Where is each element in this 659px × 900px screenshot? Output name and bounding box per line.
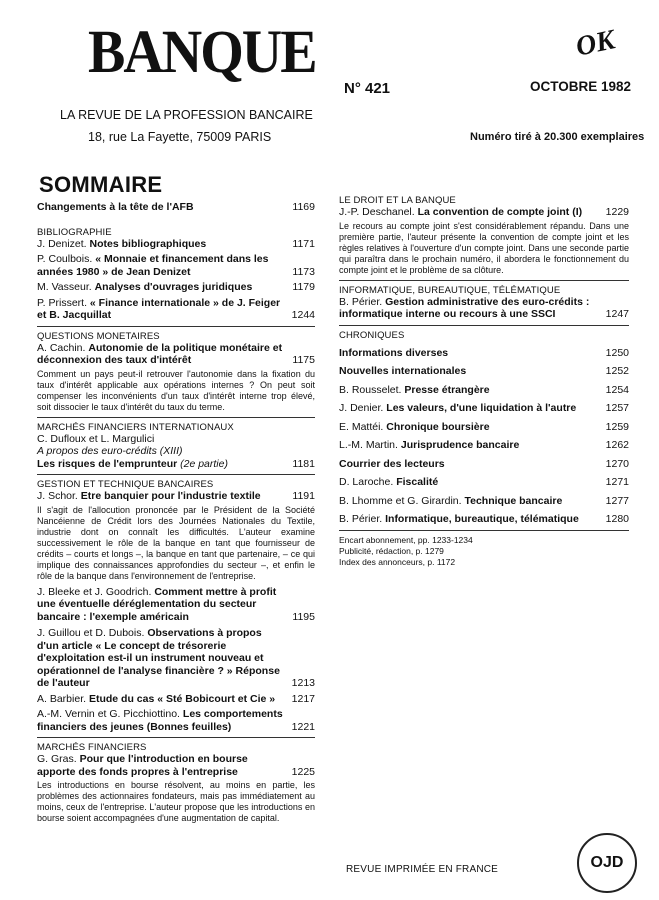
toc-entry[interactable] [37,253,315,278]
toc-entry[interactable] [37,281,315,294]
divider [37,474,315,475]
printed-in-france: REVUE IMPRIMÉE EN FRANCE [346,864,499,875]
page-number: 1221 [291,720,315,733]
entry-description: Les introductions en bourse résolvent, au moins en partie, les problèmes des actionnaires fondateurs, mais pas immédiatement au moins, ceux de l'entreprise. L'auteur propose que les introductions en bourse soient accompagnées d'une augmentation de capital. [37,780,315,823]
toc-entry[interactable] [37,693,315,706]
masthead: BANQUE [88,17,316,87]
page-number: 1181 [292,457,315,470]
toc-entry[interactable] [339,458,629,471]
toc-entry[interactable] [339,365,629,378]
page-number: 1262 [605,439,629,451]
section-heading: GESTION ET TECHNIQUE BANCAIRES [37,479,214,490]
address: 18, rue La Fayette, 75009 PARIS [88,130,272,144]
entry-author: J. Denier. [339,402,384,414]
issue-number: N° 421 [344,80,391,97]
section-heading: LE DROIT ET LA BANQUE [339,195,456,206]
entry-author: J. Denizet. [37,237,87,250]
entry-title: Fiscalité [396,476,439,488]
toc-entry[interactable] [37,458,315,471]
left-column [37,195,315,826]
divider [339,280,629,281]
page-number: 1250 [605,346,629,359]
toc-entry[interactable] [339,439,629,452]
toc-entry[interactable] [37,297,315,322]
page-number: 1247 [605,308,629,320]
page-number: 1244 [291,309,315,321]
entry-author: B. Périer. [339,295,383,308]
entry-title: Jurisprudence bancaire [400,439,520,451]
page-number: 1179 [292,281,315,293]
page-number: 1271 [605,476,629,488]
divider [339,325,629,326]
entry-author: J. Schor. [37,490,78,502]
page-number: 1217 [291,692,315,705]
page-number: 1252 [605,365,629,377]
toc-entry[interactable] [37,342,315,367]
divider [37,737,315,738]
page-number: 1277 [605,494,629,507]
page-number: 1171 [292,237,315,250]
entry-author: A. Barbier. [37,692,87,705]
ojd-logo: OJD [577,833,637,893]
toc-entry[interactable] [37,490,315,503]
entry-title: Courrier des lecteurs [339,457,445,470]
entry-title: Informations diverses [339,346,449,359]
toc-entry[interactable] [37,753,315,778]
toc-entry[interactable] [339,495,629,508]
entry-title: Les valeurs, d'une liquidation à l'autre [386,402,577,414]
entry-author: L.-M. Martin. [339,439,398,451]
toc-entry[interactable] [339,384,629,397]
entry-title: Technique bancaire [464,494,563,507]
entry-title: Analyses d'ouvrages juridiques [94,281,253,293]
section-heading: MARCHÉS FINANCIERS [37,742,147,753]
section-heading: BIBLIOGRAPHIE [37,226,112,238]
entry-title: Changements à la tête de l'AFB [37,201,194,213]
page-number: 1254 [605,383,629,396]
toc-entry[interactable] [37,238,315,251]
divider [339,530,629,531]
right-column [339,195,629,568]
entry-title: Informatique, bureautique, télématique [385,513,579,525]
page-number: 1225 [291,765,315,778]
entry-author: J. Guillou et D. Dubois. [37,627,145,639]
toc-entry[interactable] [37,201,315,214]
page-number: 1213 [291,677,315,689]
toc-entry[interactable] [339,402,629,415]
entry-description: Le recours au compte joint s'est considérablement répandu. Dans une première partie, l'auteur présente la convention de compte joint et les règles relatives à l'ouverture d'un compte joint. Dans une seconde partie qui paraîtra dans le prochain numéro, il abordera le fonctionnement du compte joint et le problème de sa clôture. [339,220,629,275]
toc-entry[interactable] [37,708,315,733]
toc-entry[interactable] [339,347,629,360]
entry-author: P. Coulbois. [37,253,93,265]
entry-author: G. Gras. [37,753,77,765]
entry-title: Gestion administrative des euro-crédits : informatique interne ou recours à une SSCI [339,295,590,320]
page-number: 1257 [605,402,629,414]
entry-title-note: (2e partie) [180,457,228,470]
entry-author: A. Cachin. [37,341,86,354]
entry-title: Les comportements financiers des jeunes (Bonnes feuilles) [37,708,283,733]
entry-author: E. Mattéi. [339,420,384,433]
entry-title: Observations à propos d'un article « Le concept de trésorerie d'exploitation est-il un instrument nouveau et opérationnel de l'analyse financière ? » Réponse de l'auteur [37,627,280,689]
entry-title: Presse étrangère [404,383,490,396]
toc-entry[interactable] [339,206,629,219]
toc-entry[interactable] [37,586,315,624]
page-title: SOMMAIRE [39,172,163,197]
entry-title: La convention de compte joint (I) [417,206,583,218]
entry-author: B. Rousselet. [339,383,402,396]
section-heading: CHRONIQUES [339,329,405,341]
page-number: 1195 [292,610,315,623]
chroniques-list [339,347,629,526]
page-number: 1280 [605,513,629,525]
entry-title: Pour que l'introduction en bourse apporte des fonds propres à l'entreprise [37,753,248,778]
toc-entry[interactable] [339,421,629,434]
entry-title: Comment mettre à profit une éventuelle déréglementation du secteur bancaire : l'exemple américain [37,585,277,623]
entry-title: Nouvelles internationales [339,365,467,377]
divider [37,326,315,327]
entry-title: Notes bibliographiques [89,237,207,250]
page-number: 1175 [292,354,315,366]
entry-author: B. Périer. [339,513,383,525]
entry-author: B. Lhomme et G. Girardin. [339,494,462,507]
divider [37,417,315,418]
entry-author: J.-P. Deschanel. [339,206,415,218]
entry-description: Comment un pays peut-il retrouver l'autonomie dans la fixation du taux d'intérêt applicable aux opérations internes ? On peut soit compenser les inconvénients d'un taux d'intérêt interne trop élevé, soit dissocier le taux d'intérêt du taux du terme. [37,368,315,412]
entry-author: A.-M. Vernin et G. Picchiottino. [37,708,180,720]
toc-entry[interactable] [339,513,629,526]
page-number: 1259 [605,420,629,433]
print-run: Numéro tiré à 20.300 exemplaires [470,131,645,143]
entry-title: Les risques de l'emprunteur [37,457,178,470]
page-number: 1270 [605,457,629,470]
page-number: 1229 [605,206,629,218]
page-number: 1173 [292,265,315,278]
entry-subtitle: A propos des euro-crédits (XIII) [37,445,183,457]
entry-title: Etude du cas « Sté Bobicourt et Cie » [88,692,276,705]
page-number: 1169 [292,201,315,213]
section-heading: MARCHÉS FINANCIERS INTERNATIONAUX [37,421,234,433]
toc-entry[interactable] [339,296,629,321]
toc-entry[interactable] [37,627,315,690]
tagline: LA REVUE DE LA PROFESSION BANCAIRE [60,108,313,122]
note-advertising: Publicité, rédaction, p. 1279 [339,545,444,556]
ok-stamp: OK [573,24,618,63]
toc-entry[interactable] [339,476,629,489]
note-subscription: Encart abonnement, pp. 1233-1234 [339,534,473,545]
entry-author: M. Vasseur. [37,281,92,293]
issue-date: OCTOBRE 1982 [530,79,632,94]
entry-title: Etre banquier pour l'industrie textile [80,490,261,502]
entry-title: « Finance internationale » de J. Feiger et B. Jacquillat [37,296,281,321]
entry-author: P. Prissert. [37,296,87,309]
entry-description: Il s'agit de l'allocution prononcée par le Président de la Société Nancéienne de Crédit lors des Journées Nationales du Textile, industrie dont on connaît les difficultés. L'auteur examine successivement le rôle de la banque en tant que fournisseur de crédits – courts et longs –, la banque en tant que partenaire, – ce qui implique des connaissances approfondies du secteur –, et enfin le rôle de la banque dans l'environnement de l'entreprise. [37,504,315,581]
note-index: Index des annonceurs, p. 1172 [339,556,456,567]
section-heading: QUESTIONS MONETAIRES [37,330,160,342]
entry-author: C. Dufloux et L. Margulici [37,432,155,445]
entry-title: « Monnaie et financement dans les années 1980 » de Jean Denizet [37,253,269,278]
entry-author: J. Bleeke et J. Goodrich. [37,585,152,598]
section-heading: INFORMATIQUE, BUREAUTIQUE, TÉLÉMATIQUE [339,284,561,296]
entry-title: Autonomie de la politique monétaire et déconnexion des taux d'intérêt [37,341,283,366]
entry-author: D. Laroche. [339,476,394,488]
entry-title: Chronique boursière [386,420,490,433]
page-number: 1191 [292,490,315,502]
